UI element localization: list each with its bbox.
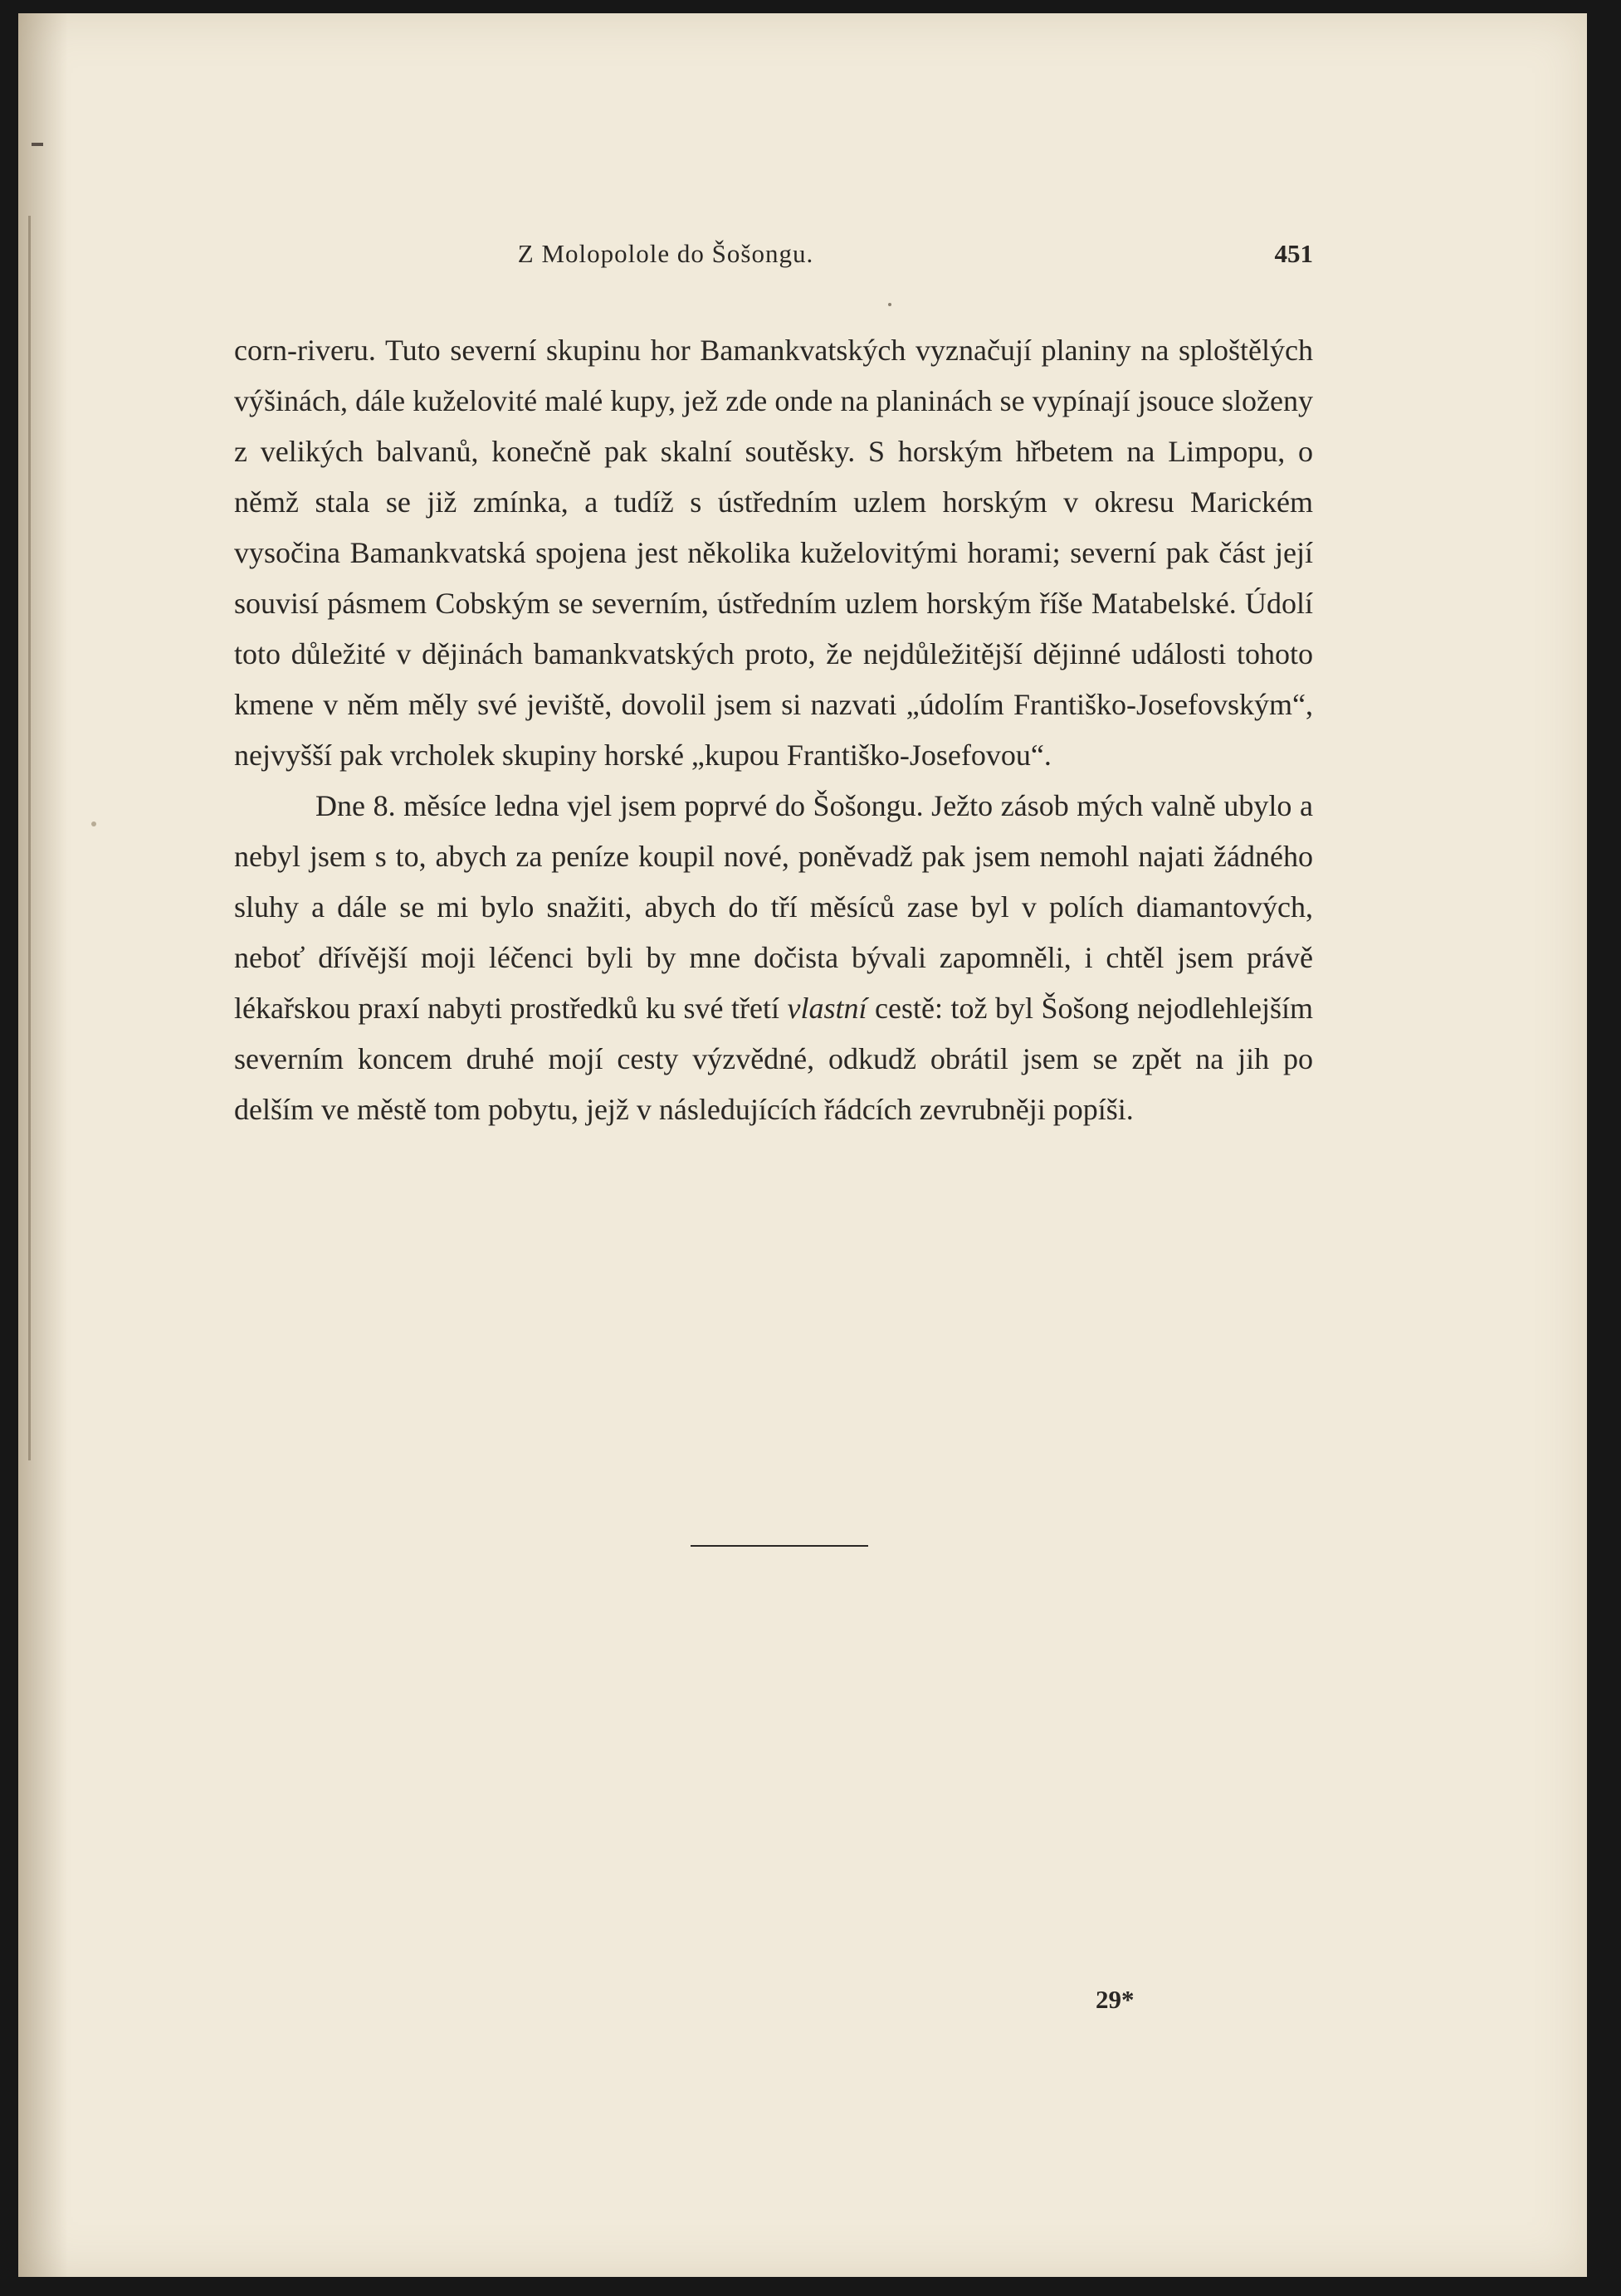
paragraph-2-text-before: Dne 8. měsíce ledna vjel jsem poprvé do Šošongu. Ježto zásob mých valně ubylo a nebyl jsem s to, abych za peníze koupil nové, poněvadž pak jsem nemohl najati žádného sluhy a dále se mi bylo snažiti, abych do tří měsíců zase byl v polích diamantových, neboť dřívější moji léčenci byli by mne dočista bývali zapomněli, i chtěl jsem právě lékařskou praxí nabyti prostředků ku své třetí [234,789,1313,1025]
running-title: Z Molopolole do Šošongu. [517,239,814,268]
paragraph-2 [234,781,1313,1135]
section-end-rule [691,1545,868,1547]
paragraph-2-emphasis: vlastní [787,992,867,1025]
paragraph-2-text-after: cestě: tož byl Šošong nejodlehlejším severním koncem druhé mojí cesty výzvědné, odkudž obrátil jsem se zpět na jih po delším ve městě tom pobytu, jejž v následujících řádcích zevrubněji popíši. [234,992,1314,1126]
printer-dot [888,303,891,306]
printer-signature-mark: 29* [1096,1985,1135,2014]
running-header [234,239,1313,272]
page-number: 451 [1274,239,1313,268]
binding-edge-line [28,216,31,1460]
page-gutter-shadow [18,13,68,2277]
body-text [234,325,1313,1135]
binding-tick-mark [32,143,43,146]
paper-speck [91,821,96,826]
paragraph-1: corn-riveru. Tuto severní skupinu hor Bamankvatských vyznačují planiny na sploštělých výšinách, dále kuželovité malé kupy, jež zde onde na planinách se vypínají jsouce složeny z velikých balvanů, konečně pak skalní soutěsky. S horským hřbetem na Limpopu, o němž stala se již zmínka, a tudíž s ústředním uzlem horským v okresu Marickém vysočina Bamankvatská spojena jest několika kuželovitými horami; severní pak část její souvisí pásmem Cobským se severním, ústředním uzlem horským říše Matabelské. Údolí toto důležité v dějinách bamankvatských proto, že nejdůležitější dějinné události tohoto kmene v něm měly své jeviště, dovolil jsem si nazvati „údolím Františko-Josefovským“, nejvyšší pak vrcholek skupiny horské „kupou Františko-Josefovou“. [234,334,1313,772]
